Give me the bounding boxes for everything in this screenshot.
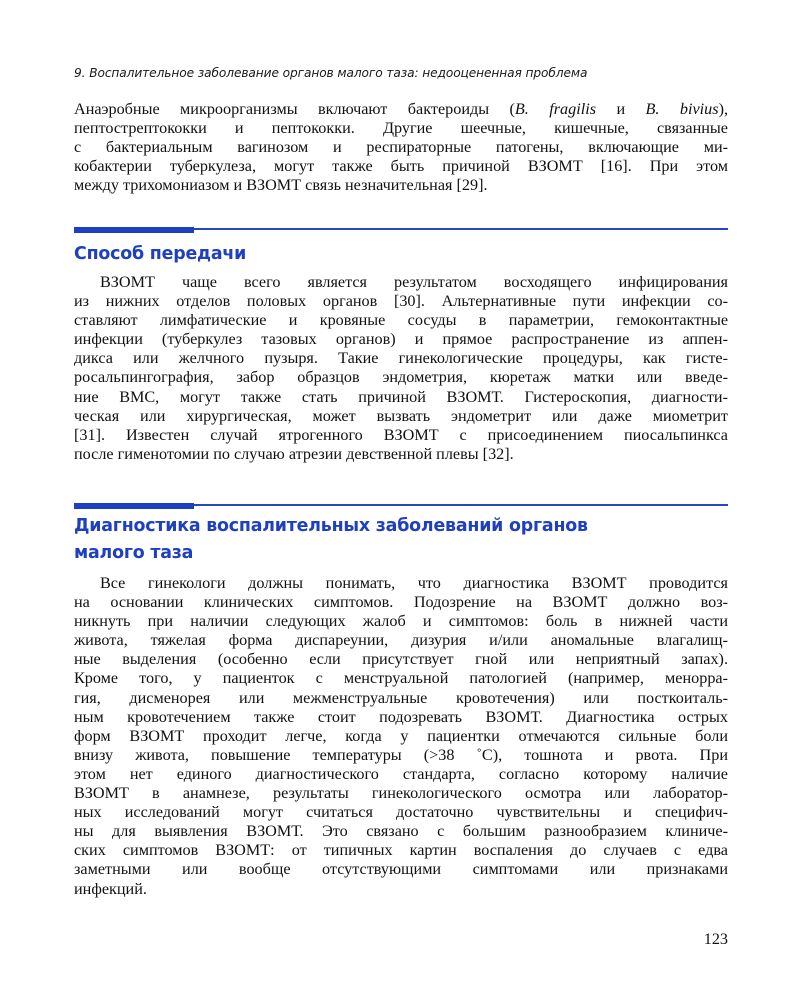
text-line: из нижних отделов половых органов [30]. Альтернативные пути инфекции со- bbox=[74, 292, 728, 311]
diagnostics-paragraph bbox=[74, 574, 728, 899]
text-line: [31]. Известен случай ятрогенного ВЗОМТ с присоединением пиосальпинкса bbox=[74, 425, 728, 444]
running-head: 9. Воспалительное заболевание органов малого таза: недооцененная проблема bbox=[74, 66, 588, 80]
text-line: ставляют лимфатические и кровяные сосуды в параметрии, гемоконтактные bbox=[74, 311, 728, 330]
page-number: 123 bbox=[703, 930, 728, 948]
text-line: заметными или вообще отсутствующими симптомами или признаками bbox=[74, 860, 728, 879]
text-line: инфекций. bbox=[74, 879, 147, 898]
transmission-paragraph bbox=[74, 273, 728, 464]
section-heading-transmission: Способ передачи bbox=[74, 244, 247, 264]
intro-line-1: Анаэробные микроорганизмы включают бактероиды (B. fragilis и B. bivius), bbox=[74, 100, 728, 118]
text-line: живота, тяжелая форма диспареунии, дизурия и/или аномальные влагалищ- bbox=[74, 631, 728, 650]
text-line: ных исследований могут считаться достаточно чувствительны и специфич- bbox=[74, 803, 728, 822]
intro-paragraph bbox=[74, 100, 728, 195]
text-line: Все гинекологи должны понимать, что диагностика ВЗОМТ проводится bbox=[100, 574, 728, 592]
section-heading-diagnostics: Диагностика воспалительных заболеваний органов малого таза bbox=[74, 516, 588, 563]
text-line: ны для выявления ВЗОМТ. Это связано с большим разнообразием клиниче- bbox=[74, 822, 728, 841]
section-divider-accent bbox=[74, 503, 194, 509]
text-line: росальпингография, забор образцов эндометрия, кюретаж матки или введе- bbox=[74, 368, 728, 387]
text-line: никнуть при наличии следующих жалоб и симптомов: боль в нижней части bbox=[74, 612, 728, 631]
text-line: ВЗОМТ чаще всего является результатом восходящего инфицирования bbox=[100, 273, 728, 291]
text-line: ным кровотечением также стоит подозревать ВЗОМТ. Диагностика острых bbox=[74, 707, 728, 726]
text-line: этом нет единого диагностического стандарта, согласно которому наличие bbox=[74, 764, 728, 783]
text-line: на основании клинических симптомов. Подозрение на ВЗОМТ должно воз- bbox=[74, 593, 728, 612]
text-line: ских симптомов ВЗОМТ: от типичных картин воспаления до случаев с едва bbox=[74, 841, 728, 860]
text-line: гия, дисменорея или межменструальные кровотечения) или посткоиталь- bbox=[74, 688, 728, 707]
text-line: Кроме того, у пациенток с менструальной патологией (например, менорра- bbox=[74, 669, 728, 688]
text-line: внизу живота, повышение температуры (>38 ˚С), тошнота и рвота. При bbox=[74, 745, 728, 764]
species-name: B. bivius bbox=[645, 100, 719, 118]
text-line: после гименотомии по случаю атрезии девственной плевы [32]. bbox=[74, 444, 514, 463]
section-divider-accent bbox=[74, 227, 194, 233]
text-line: инфекции (туберкулез тазовых органов) и прямое распространение из аппен- bbox=[74, 330, 728, 349]
text-line: кобактерии туберкулеза, могут также быть причиной ВЗОМТ [16]. При этом bbox=[74, 157, 728, 176]
text-line: форм ВЗОМТ проходит легче, когда у пациентки отмечаются сильные боли bbox=[74, 726, 728, 745]
text-line: ВЗОМТ в анамнезе, результаты гинекологического осмотра или лаборатор- bbox=[74, 784, 728, 803]
text-line: дикса или желчного пузыря. Такие гинекологические процедуры, как гисте- bbox=[74, 349, 728, 368]
text-line: между трихомониазом и ВЗОМТ связь незначительная [29]. bbox=[74, 176, 488, 195]
text-line: ческая или хирургическая, может вызвать эндометрит или даже миометрит bbox=[74, 406, 728, 425]
text-line: ные выделения (особенно если присутствует гной или неприятный запах). bbox=[74, 650, 728, 669]
text-line: с бактериальным вагинозом и респираторные патогены, включающие ми- bbox=[74, 138, 728, 157]
species-name: B. fragilis bbox=[514, 100, 597, 118]
text-line: пептострептококки и пептококки. Другие шеечные, кишечные, связанные bbox=[74, 119, 728, 138]
text-line: ние ВМС, могут также стать причиной ВЗОМТ. Гистероскопия, диагности- bbox=[74, 387, 728, 406]
